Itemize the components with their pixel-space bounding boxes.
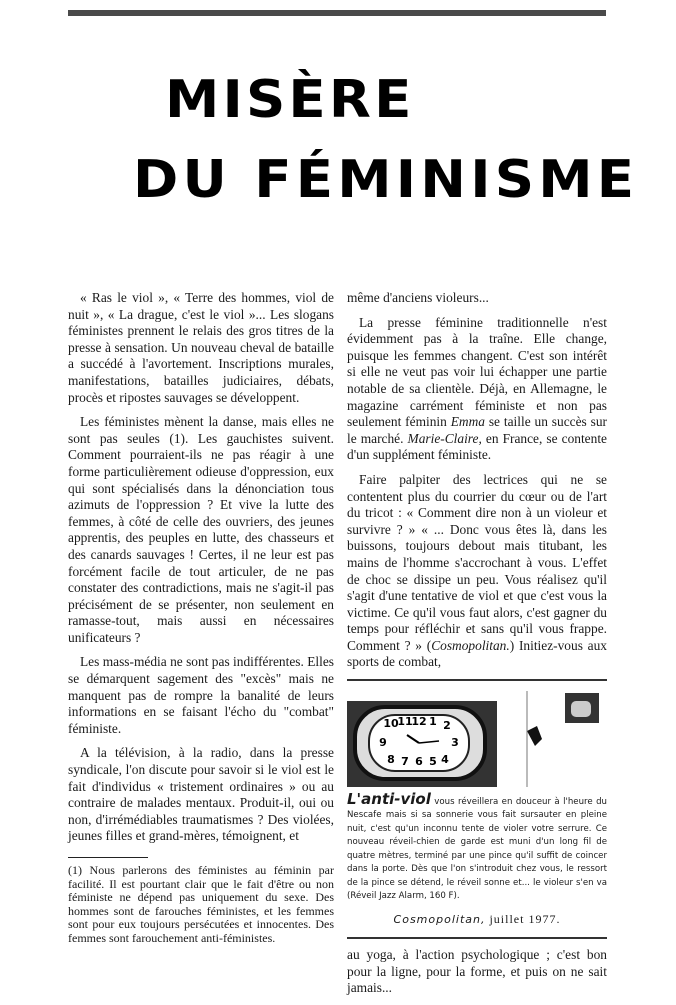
paragraph: La presse féminine traditionnelle n'est évidemment pas à la traîne. Elle change, puisque les femmes changent. C'est son intérêt si elle ne veut pas voir lui échapper une partie notable de sa clientèle. Déjà, en Allemagne, le magazine carrément féministe et non pas seulement féminin Emma se taille un succès sur le marché. Marie-Claire, en France, se contente d'un supplément féministe. [347,314,607,463]
clock-numeral: 11 [397,715,413,729]
photo-caption: L'anti-viol vous réveillera en douceur à l'heure du Nescafe mais si sa sonnerie vous fait sursauter en pleine nuit, c'est qu'un inconnu tente de violer votre serrure. Ce nouveau réveil-chien de garde est muni d'un long fil de quatre mètres, terminé par une pince qu'il suffit de coincer dans la porte. Dès que l'on s'introduit chez vous, le ressort de la pince se détend, le réveil sonne et... le violeur s'en va (Réveil Jazz Alarm, 160 F). [347,790,608,901]
paragraph: Faire palpiter des lectrices qui ne se contentent plus du courrier du cœur ou de l'art du tricot : « Comment dire non à un violeur et survivre ? » « ... Donc vous êtes là, dans les buissons, toujours debout mais titubant, les mains de l'homme s'accrochant à vous. L'effet de choc se dissipe un peu. Vous réalisez qu'il s'agit d'une tentative de viol et que c'est vous la victime. Ce qu'il vous faut alors, c'est gagner du temps pour réfléchir et sans qu'il vous frappe. Comment ? » (Cosmopolitan.) Initiez-vous aux sports de combat, [347,471,607,670]
clock-numeral: 1 [429,715,437,729]
paragraph: A la télévision, à la radio, dans la presse syndicale, l'on discute pour savoir si le viol est le fait d'individus « tristement ordinaires » ou au contraire de malades mentaux. Produit-il, oui ou non, d'irrémédiables traumatismes ? Des violées, jeunes filles et grand-mères, témoignent, et [68,745,334,844]
paragraph: « Ras le viol », « Terre des hommes, viol de nuit », « La drague, c'est le viol »... Les slogans féministes prennent le relais des gros titres de la presse à sensation. Un nouveau cheval de bataille a succédé à l'avortement. Inscriptions murales, manifestations, batailles judiciaires, débats, procès et ripostes sauvages se développent. [68,290,334,405]
divider [347,679,607,681]
article-title-line1: MISÈRE [165,70,415,130]
clock-numeral: 10 [383,717,399,731]
footnote-rule [68,857,148,858]
alarm-clock-photo [347,691,607,787]
right-column [347,290,607,1005]
clock-numeral: 5 [429,755,437,769]
footnote: (1) Nous parlerons des féministes au féminin par facilité. Il est pourtant clair que le fait d'être ou non féministe ne dépend pas uniquement du sexe. Des hommes sont de farouches féministes, et les femmes sont pour eux toujours persécutées et innocentes. Des femmes sont farouchement anti-féministes. [68,863,334,945]
paragraph: Les féministes mènent la danse, mais elles ne sont pas seules (1). Les gauchistes suivent. Comment pourraient-ils ne pas réagir à une forme particulièrement odieuse d'oppression, eux qui sont spécialisés dans la dénonciation tous azimuts de l'oppression ? Et vive la lutte des femmes, à côté de celle des ouvriers, des jeunes apprentis, des peuples en lutte, des chasseurs et des canards sauvages ! Certes, il ne leur est pas forcément facile de tout articuler, de ne pas constater des contradictions, mais ne s'agit-il pas précisément de se présenter, non seulement en ramasse-tout, mais aussi en nécessaires unificateurs ? [68,414,334,645]
clock-numeral: 2 [443,719,451,733]
clock-numeral: 3 [451,736,459,750]
clock-numeral: 4 [441,753,449,767]
caption-source: Cosmopolitan, juillet 1977. [393,912,561,927]
article-title-line2: DU FÉMINISME [133,150,639,210]
clock-numeral: 7 [401,755,409,769]
clock-numeral: 12 [411,715,427,729]
paragraph: Les mass-média ne sont pas indifférentes. Elles se démarquent sagement des "excès" mais ne manquent pas de rompre la banalité de leurs informations en se faisant l'écho du "combat" féministe. [68,654,334,736]
paragraph: même d'anciens violeurs... [347,290,489,305]
left-column [68,290,334,954]
paragraph: au yoga, à l'action psychologique ; c'est bon pour la ligne, pour la forme, et puis on ne sait jamais... [347,946,607,996]
clock-numeral: 8 [387,753,395,767]
clock-numeral: 6 [415,755,423,769]
clock-numeral: 9 [379,736,387,750]
divider [347,937,607,939]
top-rule [68,10,606,16]
